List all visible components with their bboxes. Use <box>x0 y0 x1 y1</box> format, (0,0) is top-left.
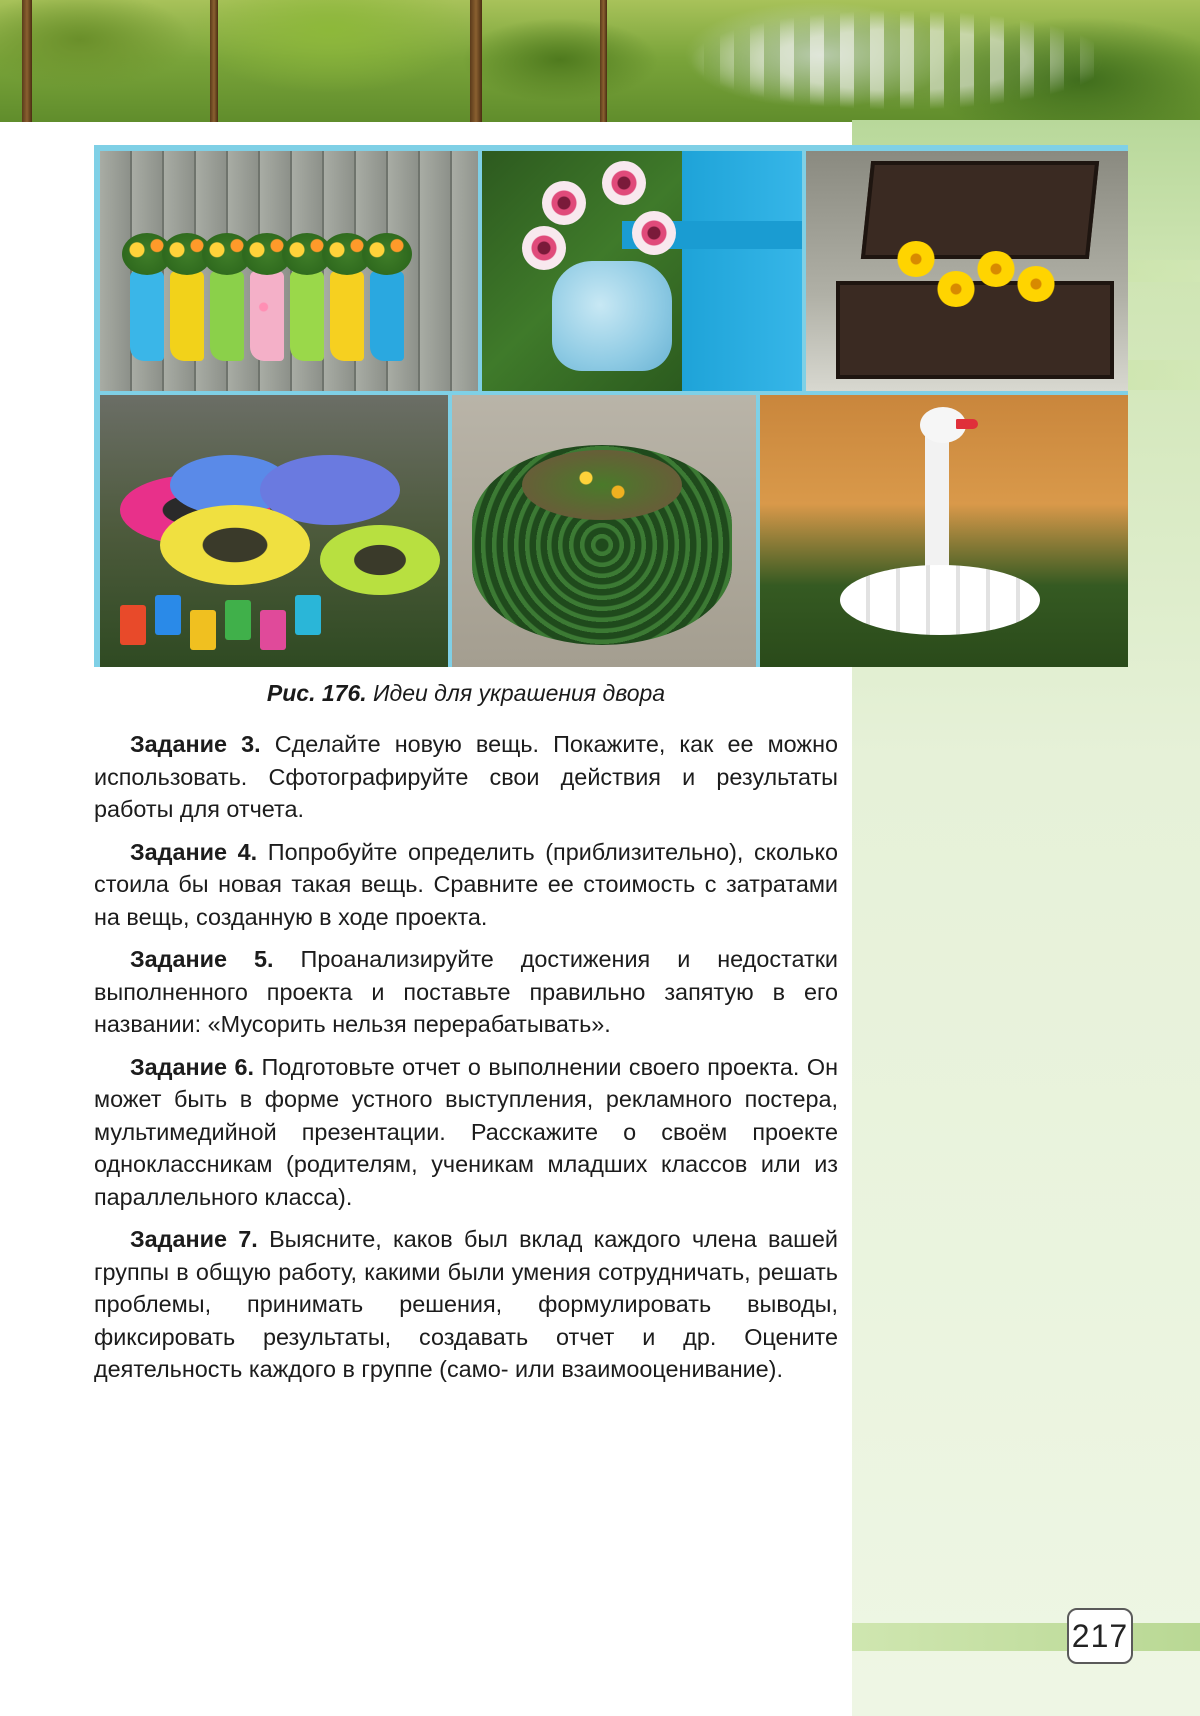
photo-watering-can-planter <box>482 151 802 391</box>
photo-painted-tires <box>100 395 448 667</box>
task-paragraph <box>94 728 838 826</box>
photo-boots-planters <box>100 151 478 391</box>
task-label: Задание 5. <box>130 946 274 972</box>
task-label: Задание 3. <box>130 731 261 757</box>
task-paragraph <box>94 1223 838 1386</box>
task-text: Проанализируйте достижения и недостатки выполненного проекта и поставьте правильно запятую в его названии: «Мусорить нельзя перерабатывать». <box>94 946 838 1037</box>
figure-caption-text: Идеи для украшения двора <box>373 680 666 706</box>
figure-photo-collage <box>94 145 1128 667</box>
figure-caption <box>94 680 838 707</box>
photo-suitcase-planter <box>806 151 1128 391</box>
photo-plastic-bottle-swan <box>760 395 1128 667</box>
photo-bottle-flowerbed <box>452 395 756 667</box>
task-label: Задание 6. <box>130 1053 255 1080</box>
header-nature-banner <box>0 0 1200 130</box>
page-number: 217 <box>1067 1608 1133 1664</box>
task-label: Задание 4. <box>130 838 258 865</box>
tree-trunk <box>470 0 482 130</box>
task-text: Попробуйте определить (приблизительно), сколько стоила бы новая такая вещь. Сравните ее стоимость с затратами на вещь, созданную в ходе проекта. <box>94 838 838 930</box>
hillside-houses <box>690 10 1110 110</box>
task-paragraph <box>94 1051 838 1214</box>
task-list <box>94 728 838 1396</box>
figure-number: Рис. 176. <box>266 680 367 706</box>
task-paragraph <box>94 836 838 934</box>
tree-trunk <box>600 0 607 130</box>
page-number-bar <box>852 1623 1200 1651</box>
tree-trunk <box>210 0 218 130</box>
task-text: Подготовьте отчет о выполнении своего проекта. Он может быть в форме устного выступления, рекламного постера, мультимедийной презентации. Расскажите о своём проекте одноклассникам (родителям, ученикам младших классов или из параллельного класса). <box>94 1053 838 1210</box>
task-paragraph <box>94 943 838 1041</box>
task-label: Задание 7. <box>130 1226 258 1252</box>
task-text: Сделайте новую вещь. Покажите, как ее можно использовать. Сфотографируйте свои действия и результаты работы для отчета. <box>94 731 838 822</box>
task-text: Выясните, каков был вклад каждого члена вашей группы в общую работу, какими были умения сотрудничать, решать проблемы, принимать решения, формулировать выводы, фиксировать результаты, создавать отчет и др. Оцените деятельность каждого в группе (само- или взаимооценивание). <box>94 1226 838 1382</box>
tree-trunk <box>22 0 32 130</box>
